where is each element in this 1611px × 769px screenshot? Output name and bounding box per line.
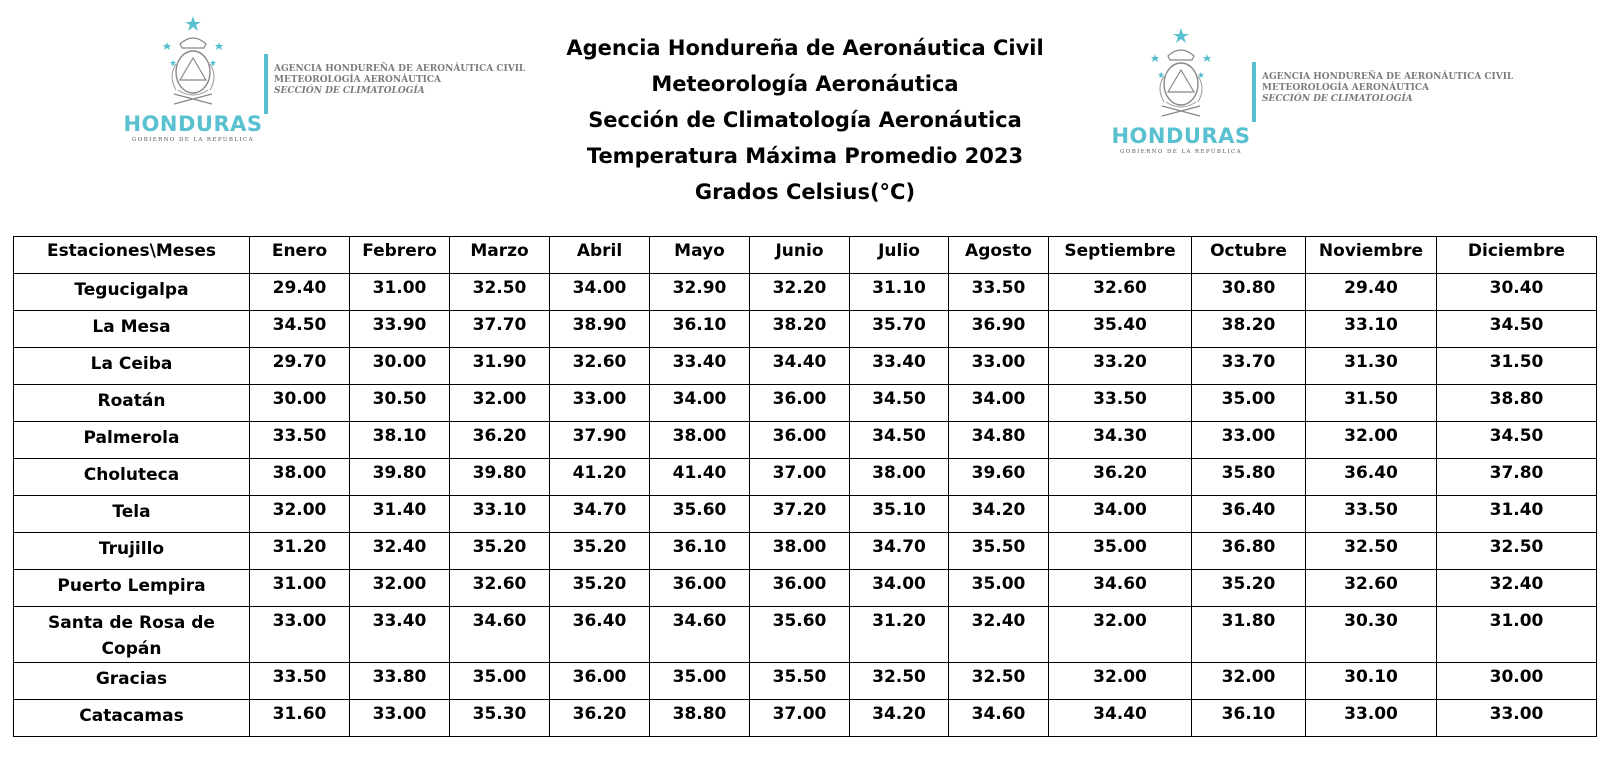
table-row [14, 533, 1597, 570]
column-header-month: Abril [550, 237, 650, 274]
temperature-table [13, 236, 1597, 737]
title-line-report: Temperatura Máxima Promedio 2023 [586, 144, 1024, 168]
temperature-cell: 32.40 [350, 533, 450, 570]
station-name: Tela [14, 496, 250, 533]
table-row [14, 385, 1597, 422]
document-title [540, 30, 1070, 210]
table-row [14, 422, 1597, 459]
temperature-cell: 29.40 [250, 274, 350, 311]
coat-of-arms-icon [158, 14, 228, 112]
agency-line: AGENCIA HONDUREÑA DE AERONÁUTICA CIVIL [274, 64, 526, 74]
temperature-cell: 32.00 [350, 570, 450, 607]
temperature-cell: 38.20 [1192, 311, 1306, 348]
column-header-month: Noviembre [1306, 237, 1437, 274]
temperature-cell: 35.00 [450, 663, 550, 700]
temperature-cell: 37.20 [750, 496, 850, 533]
temperature-cell: 38.00 [650, 422, 750, 459]
station-name: Tegucigalpa [14, 274, 250, 311]
temperature-cell: 34.50 [1437, 311, 1597, 348]
temperature-cell: 33.40 [350, 607, 450, 663]
temperature-cell: 35.40 [1049, 311, 1192, 348]
temperature-cell: 35.00 [650, 663, 750, 700]
temperature-cell: 33.90 [350, 311, 450, 348]
temperature-cell: 36.00 [750, 385, 850, 422]
temperature-cell: 33.00 [1437, 700, 1597, 737]
temperature-cell: 36.20 [550, 700, 650, 737]
column-header-month: Febrero [350, 237, 450, 274]
temperature-cell: 34.40 [1049, 700, 1192, 737]
temperature-cell: 35.10 [850, 496, 949, 533]
accent-divider [1252, 62, 1256, 122]
temperature-cell: 31.80 [1192, 607, 1306, 663]
temperature-cell: 32.50 [1306, 533, 1437, 570]
temperature-cell: 37.90 [550, 422, 650, 459]
temperature-cell: 30.30 [1306, 607, 1437, 663]
agency-line: METEOROLOGÍA AERONÁUTICA [1262, 83, 1429, 93]
temperature-cell: 37.00 [750, 700, 850, 737]
temperature-cell: 36.20 [1049, 459, 1192, 496]
column-header-month: Marzo [450, 237, 550, 274]
temperature-cell: 34.00 [550, 274, 650, 311]
temperature-cell: 36.40 [550, 607, 650, 663]
temperature-cell: 36.80 [1192, 533, 1306, 570]
agency-logo-left [122, 14, 525, 143]
station-name: Trujillo [14, 533, 250, 570]
temperature-cell: 33.10 [1306, 311, 1437, 348]
temperature-cell: 38.00 [250, 459, 350, 496]
station-name: Puerto Lempira [14, 570, 250, 607]
temperature-cell: 36.90 [949, 311, 1049, 348]
temperature-cell: 30.50 [350, 385, 450, 422]
column-header-month: Junio [750, 237, 850, 274]
temperature-cell: 31.20 [250, 533, 350, 570]
column-header-month: Mayo [650, 237, 750, 274]
temperature-cell: 36.20 [450, 422, 550, 459]
country-wordmark: HONDURAS [1111, 124, 1251, 148]
temperature-cell: 31.00 [1437, 607, 1597, 663]
station-name: Palmerola [14, 422, 250, 459]
temperature-cell: 34.60 [450, 607, 550, 663]
temperature-cell: 34.50 [850, 385, 949, 422]
temperature-cell: 31.40 [1437, 496, 1597, 533]
temperature-cell: 32.20 [750, 274, 850, 311]
temperature-cell: 30.10 [1306, 663, 1437, 700]
temperature-cell: 35.20 [450, 533, 550, 570]
temperature-cell: 33.50 [250, 663, 350, 700]
column-header-month: Julio [850, 237, 949, 274]
government-subtitle: GOBIERNO DE LA REPÚBLICA [132, 137, 254, 143]
temperature-cell: 34.20 [949, 496, 1049, 533]
table-row [14, 348, 1597, 385]
temperature-cell: 34.30 [1049, 422, 1192, 459]
temperature-cell: 30.00 [1437, 663, 1597, 700]
table-row [14, 700, 1597, 737]
temperature-cell: 32.00 [1049, 663, 1192, 700]
temperature-cell: 32.00 [450, 385, 550, 422]
temperature-cell: 38.20 [750, 311, 850, 348]
temperature-cell: 33.00 [250, 607, 350, 663]
station-name: La Ceiba [14, 348, 250, 385]
agency-line: SECCIÓN DE CLIMATOLOGÍA [274, 86, 425, 96]
temperature-cell: 29.40 [1306, 274, 1437, 311]
title-line-section: Sección de Climatología Aeronáutica [588, 108, 1022, 132]
column-header-stations: Estaciones\Meses [14, 237, 250, 274]
temperature-cell: 34.60 [949, 700, 1049, 737]
temperature-cell: 32.00 [1049, 607, 1192, 663]
temperature-cell: 35.60 [750, 607, 850, 663]
temperature-cell: 35.20 [1192, 570, 1306, 607]
temperature-cell: 35.70 [850, 311, 949, 348]
column-header-month: Enero [250, 237, 350, 274]
temperature-cell: 30.00 [250, 385, 350, 422]
temperature-cell: 38.00 [750, 533, 850, 570]
temperature-cell: 31.50 [1306, 385, 1437, 422]
temperature-cell: 32.60 [550, 348, 650, 385]
temperature-cell: 32.50 [450, 274, 550, 311]
temperature-cell: 32.50 [1437, 533, 1597, 570]
station-name: Santa de Rosa de Copán [14, 607, 250, 663]
temperature-cell: 31.40 [350, 496, 450, 533]
temperature-cell: 31.50 [1437, 348, 1597, 385]
temperature-cell: 35.20 [550, 533, 650, 570]
temperature-cell: 31.20 [850, 607, 949, 663]
column-header-month: Septiembre [1049, 237, 1192, 274]
temperature-cell: 33.00 [550, 385, 650, 422]
temperature-cell: 32.00 [1192, 663, 1306, 700]
temperature-cell: 29.70 [250, 348, 350, 385]
table-row [14, 311, 1597, 348]
temperature-cell: 31.00 [350, 274, 450, 311]
temperature-cell: 31.10 [850, 274, 949, 311]
table-row [14, 663, 1597, 700]
temperature-cell: 37.70 [450, 311, 550, 348]
temperature-cell: 33.50 [949, 274, 1049, 311]
temperature-cell: 32.50 [850, 663, 949, 700]
temperature-cell: 35.50 [949, 533, 1049, 570]
title-line-agency: Agencia Hondureña de Aeronáutica Civil [566, 36, 1044, 60]
temperature-cell: 34.00 [650, 385, 750, 422]
temperature-cell: 33.20 [1049, 348, 1192, 385]
temperature-cell: 34.50 [850, 422, 949, 459]
temperature-cell: 34.70 [850, 533, 949, 570]
temperature-cell: 36.00 [750, 422, 850, 459]
temperature-cell: 38.80 [1437, 385, 1597, 422]
temperature-cell: 32.60 [1306, 570, 1437, 607]
station-name: Gracias [14, 663, 250, 700]
temperature-cell: 36.10 [650, 533, 750, 570]
agency-line: METEOROLOGÍA AERONÁUTICA [274, 75, 441, 85]
temperature-cell: 33.40 [850, 348, 949, 385]
government-subtitle: GOBIERNO DE LA REPÚBLICA [1120, 149, 1242, 155]
temperature-cell: 33.00 [1192, 422, 1306, 459]
temperature-cell: 34.00 [949, 385, 1049, 422]
temperature-cell: 34.00 [850, 570, 949, 607]
temperature-cell: 32.90 [650, 274, 750, 311]
column-header-month: Octubre [1192, 237, 1306, 274]
temperature-cell: 38.00 [850, 459, 949, 496]
temperature-cell: 32.60 [450, 570, 550, 607]
temperature-cell: 34.80 [949, 422, 1049, 459]
temperature-cell: 36.10 [1192, 700, 1306, 737]
station-name: Catacamas [14, 700, 250, 737]
table-row [14, 570, 1597, 607]
temperature-cell: 30.00 [350, 348, 450, 385]
title-line-department: Meteorología Aeronáutica [651, 72, 959, 96]
temperature-cell: 33.00 [350, 700, 450, 737]
temperature-cell: 34.40 [750, 348, 850, 385]
temperature-cell: 39.80 [350, 459, 450, 496]
temperature-cell: 31.30 [1306, 348, 1437, 385]
temperature-cell: 31.00 [250, 570, 350, 607]
temperature-cell: 33.70 [1192, 348, 1306, 385]
table-row [14, 496, 1597, 533]
temperature-cell: 35.00 [1192, 385, 1306, 422]
table-row [14, 459, 1597, 496]
temperature-cell: 32.40 [949, 607, 1049, 663]
temperature-cell: 36.00 [550, 663, 650, 700]
temperature-cell: 36.00 [650, 570, 750, 607]
table-row [14, 607, 1597, 663]
temperature-cell: 34.60 [650, 607, 750, 663]
temperature-cell: 34.70 [550, 496, 650, 533]
temperature-cell: 35.20 [550, 570, 650, 607]
temperature-cell: 39.80 [450, 459, 550, 496]
temperature-cell: 35.00 [949, 570, 1049, 607]
temperature-cell: 37.80 [1437, 459, 1597, 496]
temperature-cell: 32.00 [1306, 422, 1437, 459]
temperature-cell: 32.50 [949, 663, 1049, 700]
temperature-cell: 35.00 [1049, 533, 1192, 570]
temperature-cell: 35.30 [450, 700, 550, 737]
temperature-cell: 30.40 [1437, 274, 1597, 311]
temperature-cell: 33.50 [1049, 385, 1192, 422]
temperature-cell: 34.20 [850, 700, 949, 737]
temperature-cell: 34.00 [1049, 496, 1192, 533]
agency-lines [274, 64, 525, 97]
coat-of-arms [1110, 26, 1252, 155]
column-header-month: Diciembre [1437, 237, 1597, 274]
temperature-cell: 32.00 [250, 496, 350, 533]
temperature-cell: 36.00 [750, 570, 850, 607]
temperature-cell: 33.00 [949, 348, 1049, 385]
temperature-cell: 38.90 [550, 311, 650, 348]
temperature-cell: 30.80 [1192, 274, 1306, 311]
temperature-cell: 33.50 [250, 422, 350, 459]
temperature-cell: 38.10 [350, 422, 450, 459]
temperature-cell: 34.50 [1437, 422, 1597, 459]
temperature-cell: 31.90 [450, 348, 550, 385]
temperature-cell: 37.00 [750, 459, 850, 496]
temperature-cell: 33.40 [650, 348, 750, 385]
coat-of-arms [122, 14, 264, 143]
country-wordmark: HONDURAS [123, 112, 263, 136]
temperature-cell: 41.20 [550, 459, 650, 496]
temperature-cell: 33.10 [450, 496, 550, 533]
temperature-cell: 32.60 [1049, 274, 1192, 311]
agency-logo-right [1110, 26, 1513, 155]
temperature-cell: 32.40 [1437, 570, 1597, 607]
temperature-cell: 33.80 [350, 663, 450, 700]
temperature-cell: 34.60 [1049, 570, 1192, 607]
table-header-row [14, 237, 1597, 274]
temperature-cell: 34.50 [250, 311, 350, 348]
temperature-cell: 41.40 [650, 459, 750, 496]
station-name: Roatán [14, 385, 250, 422]
title-line-units: Grados Celsius(°C) [694, 180, 916, 204]
temperature-cell: 33.00 [1306, 700, 1437, 737]
column-header-month: Agosto [949, 237, 1049, 274]
temperature-cell: 35.80 [1192, 459, 1306, 496]
temperature-cell: 39.60 [949, 459, 1049, 496]
temperature-cell: 35.50 [750, 663, 850, 700]
station-name: La Mesa [14, 311, 250, 348]
temperature-cell: 31.60 [250, 700, 350, 737]
station-name: Choluteca [14, 459, 250, 496]
temperature-cell: 38.80 [650, 700, 750, 737]
table-row [14, 274, 1597, 311]
agency-lines [1262, 72, 1513, 105]
agency-line: SECCIÓN DE CLIMATOLOGÍA [1262, 94, 1413, 104]
temperature-cell: 36.10 [650, 311, 750, 348]
coat-of-arms-icon [1146, 26, 1216, 124]
agency-line: AGENCIA HONDUREÑA DE AERONÁUTICA CIVIL [1262, 72, 1514, 82]
temperature-cell: 36.40 [1306, 459, 1437, 496]
temperature-cell: 35.60 [650, 496, 750, 533]
temperature-cell: 33.50 [1306, 496, 1437, 533]
temperature-cell: 36.40 [1192, 496, 1306, 533]
accent-divider [264, 54, 268, 114]
